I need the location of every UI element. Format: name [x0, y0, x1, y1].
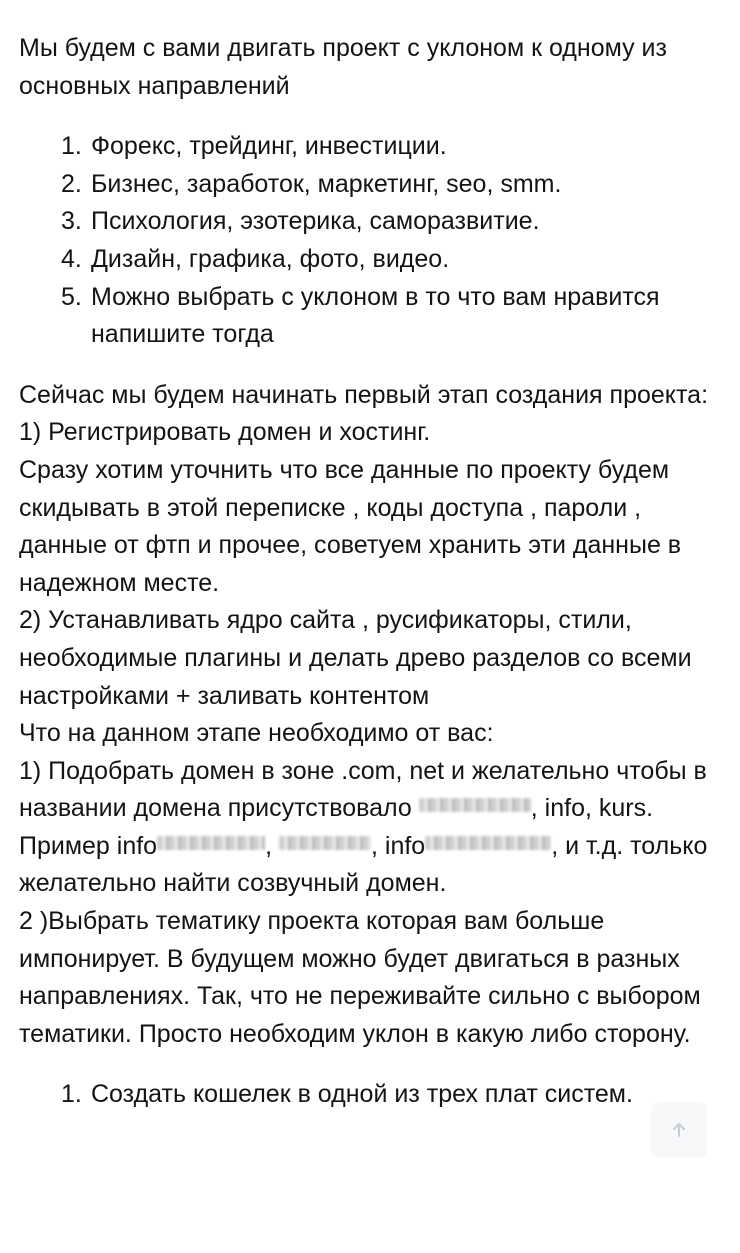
intro-text: Мы будем с вами двигать проект с уклоном к одному из основных направлений [19, 34, 667, 100]
arrow-up-icon [670, 1121, 688, 1139]
need-2: 2 )Выбрать тематику проекта которая вам больше импонирует. В будущем можно будет двигаться в разных направлениях. Так, что не переживайте сильно с выбором тематики. Просто необходим уклон в какую либо сторону. [19, 907, 701, 1048]
list-item: 1. Форекс, трейдинг, инвестиции. [61, 132, 447, 161]
step-1: 1) Регистрировать домен и хостинг. [19, 418, 431, 447]
need-1: 1) Подобрать домен в зоне .com, net и желательно чтобы в названии домена присутствовало , info, kurs. Пример info , , info , и т.д. только желательно найти созвучный домен. [19, 756, 708, 898]
list-item: 4. Дизайн, графика, фото, видео. [61, 244, 450, 273]
final-list [19, 1076, 731, 1114]
blurred-text [419, 798, 531, 812]
step-2: 2) Устанавливать ядро сайта , русификаторы, стили, необходимые плагины и делать древо разделов со всеми настройками + заливать контентом [19, 606, 692, 710]
blurred-text [157, 836, 265, 850]
blurred-text [425, 836, 551, 850]
chat-message [19, 30, 731, 1114]
list-item: 3. Психология, эзотерика, саморазвитие. [61, 207, 540, 236]
list-item: 5. Можно выбрать с уклоном в то что вам нравится напишите тогда [61, 282, 660, 349]
list-item: 1. Создать кошелек в одной из трех плат систем. [61, 1080, 633, 1109]
need-header: Что на данном этапе необходимо от вас: [19, 719, 494, 748]
list-item: 2. Бизнес, заработок, маркетинг, seo, smm. [61, 169, 562, 198]
step-1-detail: Сразу хотим уточнить что все данные по проекту будем скидывать в этой переписке , коды доступа , пароли , данные от фтп и прочее, советуем хранить эти данные в надежном месте. [19, 455, 682, 597]
blurred-text [279, 836, 371, 850]
stage-intro: Сейчас мы будем начинать первый этап создания проекта: [19, 380, 709, 409]
directions-list [19, 128, 731, 354]
scroll-up-button[interactable] [651, 1102, 707, 1158]
